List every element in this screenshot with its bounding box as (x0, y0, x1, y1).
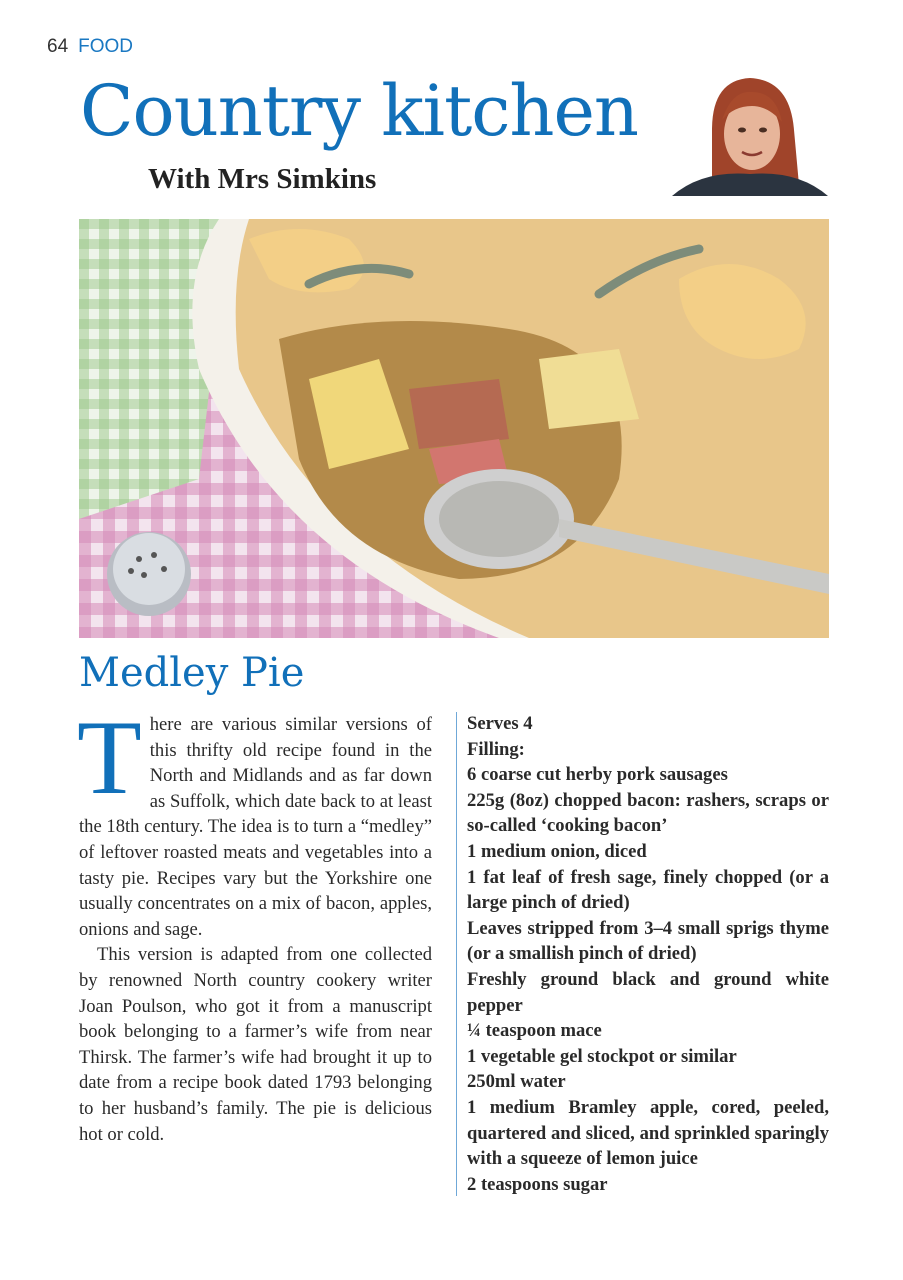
recipe-title: Medley Pie (79, 650, 305, 696)
medley-pie-photo (79, 219, 829, 638)
ingredient-line: 1 vegetable gel stockpot or similar (467, 1045, 737, 1067)
intro-text (77, 699, 432, 1147)
ingredient-line: 1 fat leaf of fresh sage, finely chopped (or a large pinch of dried) (467, 866, 829, 914)
ingredient-line: Freshly ground black and ground white pepper (467, 968, 829, 1016)
intro-paragraph-1 (77, 699, 432, 942)
author-portrait (672, 70, 828, 196)
page-folio (47, 36, 133, 58)
drop-cap: T (77, 699, 142, 816)
column-divider (456, 712, 457, 1196)
ingredient-line: ¼ teaspoon mace (467, 1020, 602, 1042)
ingredient-line: Leaves stripped from 3–4 small sprigs thyme (or a smallish pinch of dried) (467, 917, 829, 965)
section-label: FOOD (78, 36, 134, 57)
ingredient-line: 225g (8oz) chopped bacon: rashers, scraps or so-called ‘cooking bacon’ (467, 789, 829, 837)
ingredient-line: 1 medium Bramley apple, cored, peeled, quartered and sliced, and sprinkled sparingly with a squeeze of lemon juice (467, 1096, 829, 1170)
ingredient-line: 1 medium onion, diced (467, 840, 647, 862)
ingredient-line: 6 coarse cut herby pork sausages (467, 764, 728, 786)
byline: With Mrs Simkins (148, 163, 377, 195)
page-number: 64 (47, 36, 69, 57)
ingredients-list (467, 711, 829, 1197)
ingredient-line: 2 teaspoons sugar (467, 1173, 608, 1195)
ingredient-line: 250ml water (467, 1071, 566, 1093)
page-title: Country kitchen (80, 70, 638, 152)
ingredient-line: Serves 4 (467, 713, 533, 734)
intro-paragraph-1-text: here are various similar versions of this thrifty old recipe found in the North and Midlands and as far down as Suffolk, which date back to at least the 18th century. The idea is to turn a “medley” of leftover roasted meats and vegetables into a tasty pie. Recipes vary but the Yorkshire one usually concentrates on a mix of bacon, apples, onions and sage. (79, 714, 432, 940)
intro-paragraph-2: This version is adapted from one collected by renowned North country cookery writer Joan Poulson, who got it from a manuscript book belonging to a farmer’s wife from near Thirsk. The farmer’s wife had brought it up to date from a recipe book dated 1793 belonging to her husband’s family. The pie is delicious hot or cold. (79, 944, 432, 1145)
ingredient-line: Filling: (467, 738, 525, 760)
